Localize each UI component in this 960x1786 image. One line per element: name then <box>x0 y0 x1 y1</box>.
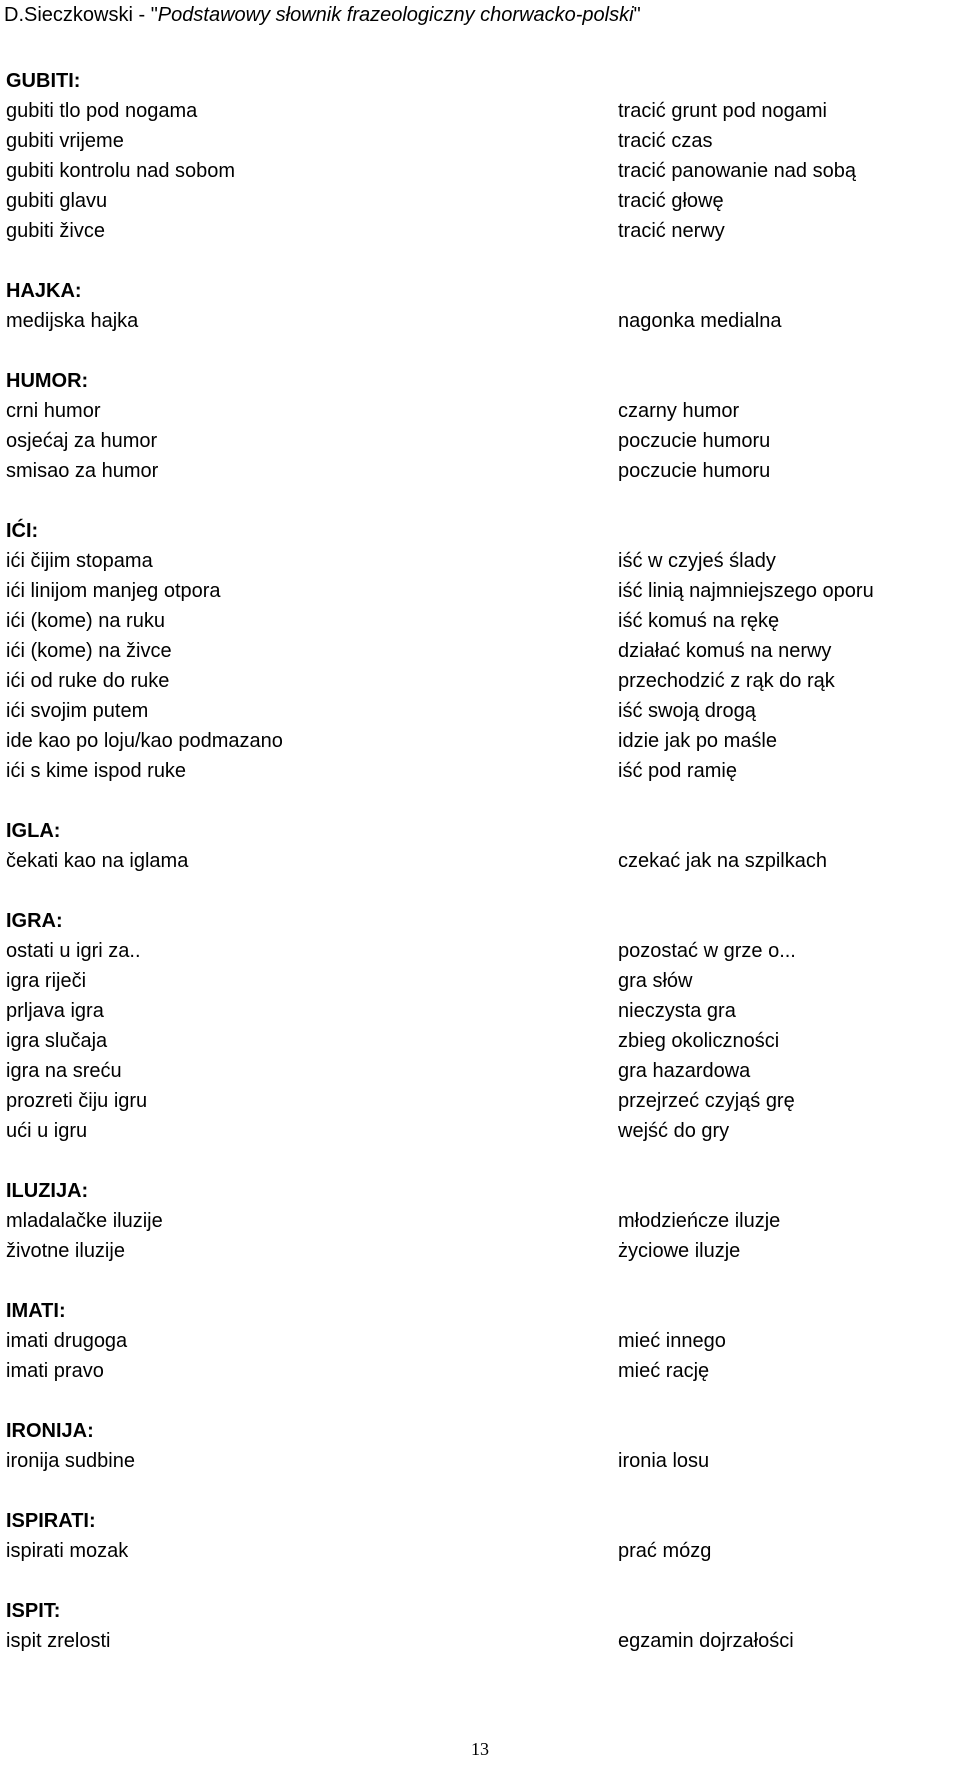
croatian-phrase: gubiti tlo pod nogama <box>6 100 198 122</box>
croatian-phrase: ići (kome) na ruku <box>6 610 165 632</box>
croatian-phrase: igra na sreću <box>6 1060 122 1082</box>
polish-translation: nagonka medialna <box>618 310 782 332</box>
phrase-row <box>6 1356 946 1386</box>
entry-heading: GUBITI: <box>6 70 81 92</box>
croatian-phrase: gubiti kontrolu nad sobom <box>6 160 236 182</box>
croatian-phrase: ostati u igri za.. <box>6 940 141 962</box>
croatian-phrase: ući u igru <box>6 1120 88 1142</box>
croatian-phrase: ići svojim putem <box>6 700 149 722</box>
header-suffix: " <box>633 4 641 26</box>
croatian-phrase: igra slučaja <box>6 1030 108 1052</box>
croatian-phrase: igra riječi <box>6 970 87 992</box>
entry-heading: HAJKA: <box>6 280 82 302</box>
croatian-phrase: imati drugoga <box>6 1330 128 1352</box>
entry-heading: IĆI: <box>6 520 39 542</box>
polish-translation: tracić panowanie nad sobą <box>618 160 856 182</box>
croatian-phrase: crni humor <box>6 400 101 422</box>
croatian-phrase: medijska hajka <box>6 310 139 332</box>
polish-translation: poczucie humoru <box>618 460 771 482</box>
phrase-row <box>6 1056 946 1086</box>
polish-translation: iść pod ramię <box>618 760 737 782</box>
page-number: 13 <box>471 1739 489 1759</box>
phrase-row <box>6 936 946 966</box>
polish-translation: tracić nerwy <box>618 220 725 242</box>
entry-section <box>6 1506 946 1566</box>
polish-translation: tracić głowę <box>618 190 724 212</box>
phrase-row <box>6 126 946 156</box>
entry-heading: ISPIRATI: <box>6 1510 96 1532</box>
polish-translation: nieczysta gra <box>618 1000 736 1022</box>
entry-heading: IMATI: <box>6 1300 66 1322</box>
phrase-row <box>6 606 946 636</box>
croatian-phrase: prljava igra <box>6 1000 104 1022</box>
polish-translation: ironia losu <box>618 1450 710 1472</box>
croatian-phrase: ispirati mozak <box>6 1540 129 1562</box>
phrase-row <box>6 726 946 756</box>
phrase-list <box>6 306 946 336</box>
polish-translation: zbieg okoliczności <box>618 1030 780 1052</box>
entry-section <box>6 66 946 246</box>
phrase-list <box>6 546 946 786</box>
entry-section <box>6 906 946 1146</box>
entry-section <box>6 1416 946 1476</box>
polish-translation: prać mózg <box>618 1540 712 1562</box>
phrase-row <box>6 846 946 876</box>
croatian-phrase: ići (kome) na živce <box>6 640 172 662</box>
header-prefix: D.Sieczkowski - " <box>4 4 158 26</box>
phrase-list <box>6 1326 946 1386</box>
entry-heading: HUMOR: <box>6 370 89 392</box>
polish-translation: pozostać w grze o... <box>618 940 796 962</box>
phrase-row <box>6 456 946 486</box>
polish-translation: iść linią najmniejszego oporu <box>618 580 874 602</box>
phrase-row <box>6 96 946 126</box>
phrase-row <box>6 216 946 246</box>
croatian-phrase: ispit zrelosti <box>6 1630 111 1652</box>
entry-section <box>6 1596 946 1656</box>
polish-translation: gra hazardowa <box>618 1060 751 1082</box>
croatian-phrase: ići od ruke do ruke <box>6 670 170 692</box>
croatian-phrase: životne iluzije <box>6 1240 125 1262</box>
croatian-phrase: imati pravo <box>6 1360 104 1382</box>
phrase-list <box>6 936 946 1146</box>
entry-section <box>6 1176 946 1266</box>
entry-section <box>6 816 946 876</box>
phrase-list <box>6 846 946 876</box>
entry-heading: IGRA: <box>6 910 63 932</box>
polish-translation: działać komuś na nerwy <box>618 640 832 662</box>
polish-translation: egzamin dojrzałości <box>618 1630 794 1652</box>
croatian-phrase: ironija sudbine <box>6 1450 135 1472</box>
croatian-phrase: gubiti glavu <box>6 190 108 212</box>
phrase-row <box>6 666 946 696</box>
phrase-row <box>6 1626 946 1656</box>
polish-translation: czekać jak na szpilkach <box>618 850 827 872</box>
polish-translation: iść swoją drogą <box>618 700 756 722</box>
phrase-row <box>6 1206 946 1236</box>
croatian-phrase: ići linijom manjeg otpora <box>6 580 221 602</box>
croatian-phrase: gubiti vrijeme <box>6 130 124 152</box>
entry-heading: ILUZIJA: <box>6 1180 89 1202</box>
phrase-row <box>6 636 946 666</box>
phrase-row <box>6 186 946 216</box>
polish-translation: mieć innego <box>618 1330 726 1352</box>
phrase-row <box>6 426 946 456</box>
polish-translation: tracić czas <box>618 130 713 152</box>
phrase-list <box>6 1206 946 1266</box>
phrase-list <box>6 1626 946 1656</box>
phrase-row <box>6 576 946 606</box>
phrase-row <box>6 1446 946 1476</box>
phrase-row <box>6 696 946 726</box>
croatian-phrase: ići s kime ispod ruke <box>6 760 187 782</box>
phrase-row <box>6 756 946 786</box>
dictionary-title: Podstawowy słownik frazeologiczny chorwacko-polski <box>157 4 634 26</box>
polish-translation: tracić grunt pod nogami <box>618 100 828 122</box>
entry-section <box>6 276 946 336</box>
document-header <box>4 3 641 27</box>
croatian-phrase: gubiti živce <box>6 220 105 242</box>
phrase-row <box>6 1086 946 1116</box>
phrase-list <box>6 1536 946 1566</box>
phrase-row <box>6 966 946 996</box>
croatian-phrase: ide kao po loju/kao podmazano <box>6 730 283 752</box>
polish-translation: gra słów <box>618 970 693 992</box>
phrase-row <box>6 156 946 186</box>
polish-translation: przejrzeć czyjąś grę <box>618 1090 795 1112</box>
polish-translation: czarny humor <box>618 400 740 422</box>
phrase-row <box>6 996 946 1026</box>
phrase-row <box>6 1116 946 1146</box>
phrase-row <box>6 1026 946 1056</box>
entry-heading: ISPIT: <box>6 1600 61 1622</box>
entry-section <box>6 1296 946 1386</box>
polish-translation: poczucie humoru <box>618 430 771 452</box>
phrase-row <box>6 306 946 336</box>
phrase-row <box>6 1236 946 1266</box>
polish-translation: przechodzić z rąk do rąk <box>618 670 835 692</box>
entry-heading: IRONIJA: <box>6 1420 94 1442</box>
phrase-list <box>6 396 946 486</box>
phrase-row <box>6 1536 946 1566</box>
polish-translation: wejść do gry <box>618 1120 730 1142</box>
phrase-row <box>6 546 946 576</box>
polish-translation: idzie jak po maśle <box>618 730 777 752</box>
croatian-phrase: prozreti čiju igru <box>6 1090 148 1112</box>
croatian-phrase: smisao za humor <box>6 460 159 482</box>
phrase-list <box>6 1446 946 1476</box>
croatian-phrase: čekati kao na iglama <box>6 850 189 872</box>
polish-translation: iść komuś na rękę <box>618 610 780 632</box>
entry-heading: IGLA: <box>6 820 61 842</box>
entry-section <box>6 516 946 786</box>
phrase-row <box>6 1326 946 1356</box>
polish-translation: życiowe iluzje <box>618 1240 741 1262</box>
croatian-phrase: ići čijim stopama <box>6 550 153 572</box>
croatian-phrase: osjećaj za humor <box>6 430 158 452</box>
polish-translation: młodzieńcze iluzje <box>618 1210 781 1232</box>
phrase-row <box>6 396 946 426</box>
phrase-list <box>6 96 946 246</box>
croatian-phrase: mladalačke iluzije <box>6 1210 163 1232</box>
dictionary-page <box>6 66 946 1686</box>
polish-translation: iść w czyjeś ślady <box>618 550 776 572</box>
entry-section <box>6 366 946 486</box>
polish-translation: mieć rację <box>618 1360 710 1382</box>
